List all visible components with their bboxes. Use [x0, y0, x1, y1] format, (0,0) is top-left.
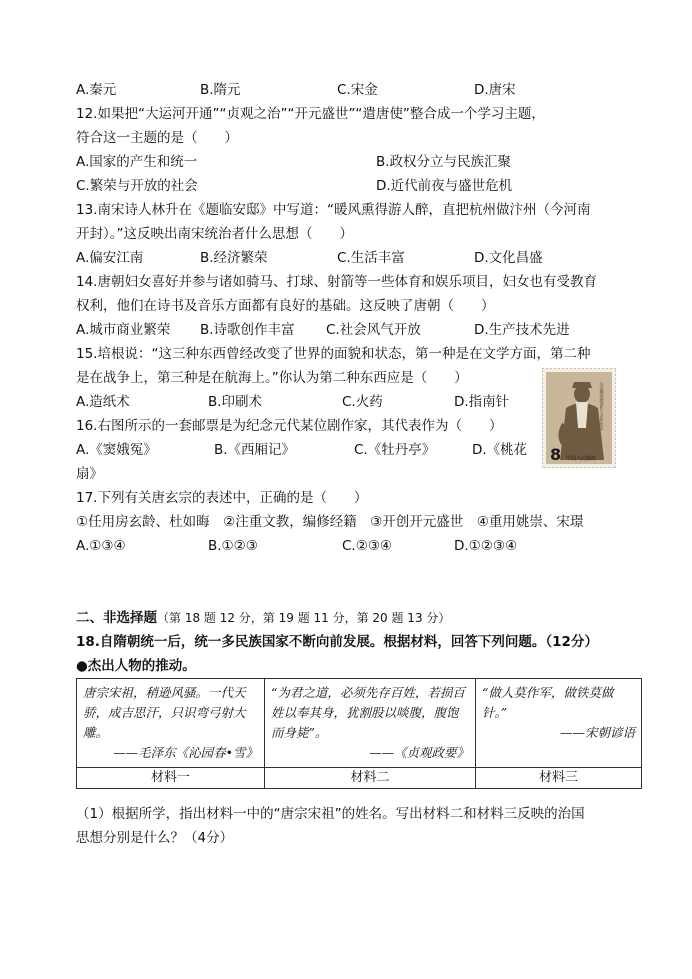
q17-statements: ①任用房玄龄、杜如晦 ②注重文教，编修经籍 ③开创开元盛世 ④重用姚崇、宋璟	[76, 514, 584, 530]
q17-option-d: D.①②③④	[454, 538, 518, 554]
q12-option-b: B.政权分立与民族汇聚	[376, 154, 512, 170]
material-3-text: “做人莫作军，做铁莫做针。”	[482, 685, 614, 720]
q12-option-a: A.国家的产生和统一	[76, 154, 198, 170]
material-2-source: ——《贞观政要》	[368, 745, 469, 760]
q12-option-d: D.近代前夜与盛世危机	[376, 178, 513, 194]
q17-stem: 17.下列有关唐玄宗的表述中，正确的是（ ）	[76, 490, 368, 506]
q18-sub1-line1: （1）根据所学，指出材料一中的“唐宗宋祖”的姓名。写出材料二和材料三反映的治国	[76, 806, 585, 822]
section2-note: （第 18 题 12 分，第 19 题 11 分，第 20 题 13 分）	[157, 611, 451, 625]
q11-option-c: C.宋金	[337, 82, 378, 98]
q13-option-c: C.生活丰富	[337, 250, 405, 266]
material-3-source: ——宋朝谚语	[559, 725, 635, 740]
stamp-caption: 关汉卿戏剧创作七百年纪念	[599, 382, 605, 430]
q11-option-a: A.秦元	[76, 82, 117, 98]
q12-stem-line2: 符合这一主题的是（ ）	[76, 130, 238, 146]
q16-option-c: C.《牡丹亭》	[354, 442, 436, 458]
q12-option-c: C.繁荣与开放的社会	[76, 178, 198, 194]
materials-table	[76, 678, 642, 789]
stamp-denomination: 8	[550, 445, 562, 464]
q15-option-b: B.印刷术	[208, 394, 263, 410]
q14-option-c: C.社会风气开放	[326, 322, 421, 338]
material-3-cell	[476, 679, 642, 768]
section2-title: 二、非选择题	[76, 610, 157, 626]
q15-option-d: D.指南针	[454, 394, 510, 410]
q15-option-c: C.火药	[342, 394, 383, 410]
material-1-text: 唐宗宋祖，稍逊风骚。一代天骄，成吉思汗，只识弯弓射大雕。	[83, 685, 246, 740]
q14-option-b: B.诗歌创作丰富	[200, 322, 295, 338]
q11-option-b: B.隋元	[200, 82, 241, 98]
q11-option-d: D.唐宋	[474, 82, 516, 98]
q14-stem-line1: 14.唐朝妇女喜好并参与诸如骑马、打球、射箭等一些体育和娱乐项目，妇女也有受教育	[76, 274, 597, 290]
q16-option-d: D.《桃花	[472, 442, 528, 458]
q14-option-a: A.城市商业繁荣	[76, 322, 171, 338]
q13-option-d: D.文化昌盛	[474, 250, 543, 266]
stamp-image	[542, 368, 616, 468]
q17-option-c: C.②③④	[342, 538, 393, 554]
q14-stem-line2: 权利，他们在诗书及音乐方面都有良好的基础。这反映了唐朝（ ）	[76, 298, 495, 314]
q13-stem-line2: 开封）。”这反映出南宋统治者什么思想（ ）	[76, 226, 353, 242]
q13-stem-line1: 13.南宋诗人林升在《题临安邸》中写道：“暖风熏得游人醉，直把杭州做汴州（今河南	[76, 202, 591, 218]
q13-option-a: A.偏安江南	[76, 250, 144, 266]
q16-option-d-wrap: 扇》	[76, 466, 103, 482]
material-1-caption: 材料一	[77, 768, 265, 789]
material-2-text: “为君之道，必须先存百姓，若损百姓以奉其身，犹割股以啖腹，腹饱而身毙”。	[271, 685, 465, 740]
q15-stem-line1: 15.培根说：“这三种东西曾经改变了世界的面貌和状态，第一种是在文学方面，第二种	[76, 346, 591, 362]
material-2-caption: 材料二	[265, 768, 476, 789]
q18-subheading: ●杰出人物的推动。	[76, 658, 196, 674]
section2-heading	[76, 608, 450, 628]
q15-stem-line2: 是在战争上，第三种是在航海上。”你认为第二种东西应是（ ）	[76, 370, 468, 386]
q12-stem-line1: 12.如果把“大运河开通”“贞观之治”“开元盛世”“遣唐使”整合成一个学习主题，	[76, 106, 545, 122]
material-3-caption: 材料三	[476, 768, 642, 789]
q13-option-b: B.经济繁荣	[200, 250, 268, 266]
material-2-cell	[265, 679, 476, 768]
q16-option-b: B.《西厢记》	[214, 442, 296, 458]
q18-sub1-line2: 思想分别是什么？（4分）	[76, 830, 234, 846]
q16-option-a: A.《窦娥冤》	[76, 442, 157, 458]
material-1-cell	[77, 679, 265, 768]
stamp-issuer: 中国人民邮政	[566, 456, 597, 462]
q17-option-a: A.①③④	[76, 538, 126, 554]
q17-option-b: B.①②③	[208, 538, 258, 554]
material-1-source: ——毛泽东《沁园春•雪》	[113, 745, 258, 760]
q15-option-a: A.造纸术	[76, 394, 130, 410]
q16-stem: 16.右图所示的一套邮票是为纪念元代某位剧作家，其代表作为（ ）	[76, 418, 503, 434]
q18-stem: 18.自隋朝统一后，统一多民族国家不断向前发展。根据材料，回答下列问题。（12分）	[76, 634, 598, 650]
q14-option-d: D.生产技术先进	[474, 322, 570, 338]
